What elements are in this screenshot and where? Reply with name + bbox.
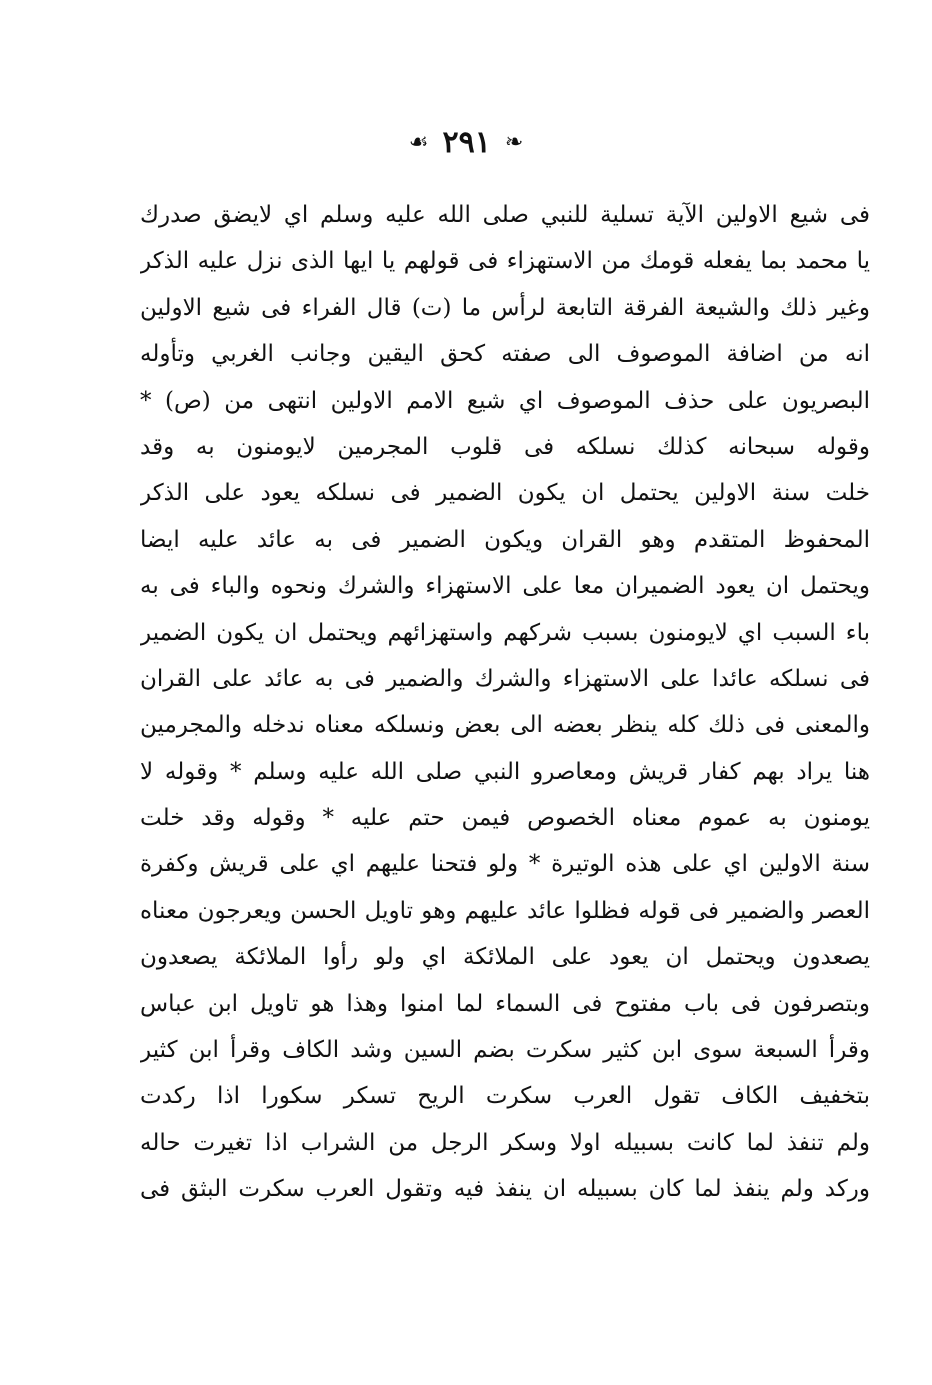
text-line: المحفوظ المتقدم وهو القران ویكون الضمیر فی به عائد علیه ایضا [140,526,870,553]
text-line: سنة الاولین اي علی هذه الوتیرة * ولو فتحنا علیهم اي علی قریش وكفرة [140,851,870,878]
flourish-right-icon: ❧ [504,130,524,155]
text-line: وقرأ السبعة سوی ابن كثیر سكرت بضم السین وشد الكاف وقرأ ابن كثیر [140,1037,870,1064]
text-line: والمعنی فی ذلك كله ینظر بعضه الی بعض ونسلكه معناه ندخله والمجرمین [140,712,870,739]
body-text [140,192,870,1213]
text-line: خلت سنة الاولین یحتمل ان یكون الضمیر فی نسلكه یعود علی الذکر [140,480,870,507]
text-line: وقوله سبحانه كذلك نسلكه فی قلوب المجرمین لایومنون به وقد [140,433,870,460]
text-line: فی شیع الاولین الآیة تسلیة للنبي صلی الله علیه وسلم اي لایضق صدرك [140,202,870,228]
text-line: فی نسلكه عائدا علی الاستهزاء والشرك والضمیر فی به عائد علی القران [140,665,870,692]
text-line: هنا یراد بهم كفار قریش ومعاصرو النبي صلی الله علیه وسلم * وقوله لا [140,758,870,785]
text-line: وركد ولم ینفذ لما كان بسبیله ان ینفذ فیه وتقول العرب سكرت البثق فی [140,1176,870,1203]
text-line: بتخفیف الكاف تقول العرب سكرت الریح تسكر سكورا اذا ركدت [140,1083,870,1110]
text-line: یومنون به عموم معناه الخصوص فیمن حتم علیه * وقوله وقد خلت [140,805,870,832]
text-line: یصعدون ویحتمل ان یعود علی الملائكة اي ولو رأوا الملائكة یصعدون [140,944,870,971]
text-line: یا محمد بما یفعله قومك من الاستهزاء فی قولهم یا ایها الذی نزل علیه الذکر [140,248,870,275]
page-header [0,125,932,160]
text-line: وبتصرفون فی باب مفتوح فی السماء لما امنوا وهذا هو تاویل ابن عباس [140,990,870,1017]
flourish-left-icon: ☙ [408,130,429,155]
text-line: ولم تنفذ لما كانت بسبیله اولا وسكر الرجل من الشراب اذا تغیرت حاله [140,1129,870,1156]
text-line: العصر والضمیر فی قوله فظلوا عائد علیهم وهو تاویل الحسن ویعرجون معناه [140,897,870,924]
text-line: وغیر ذلك والشیعة الفرقة التابعة لرأس ما (ت) قال الفراء فی شیع الاولین [140,294,870,321]
text-line: ویحتمل ان یعود الضمیران معا علی الاستهزاء والشرك ونحوه والباء فی به [140,573,870,600]
text-line: باء السبب اي لایومنون بسبب شركهم واستهزائهم ویحتمل ان یكون الضمیر [140,619,870,646]
page-number: ٢٩١ [442,125,491,160]
text-line: البصریون علی حذف الموصوف اي شیع الامم الاولین انتهی من (ص) * [140,387,870,414]
text-line: انه من اضافة الموصوف الی صفته كحق الیقین وجانب الغربي وتأوله [140,341,870,368]
